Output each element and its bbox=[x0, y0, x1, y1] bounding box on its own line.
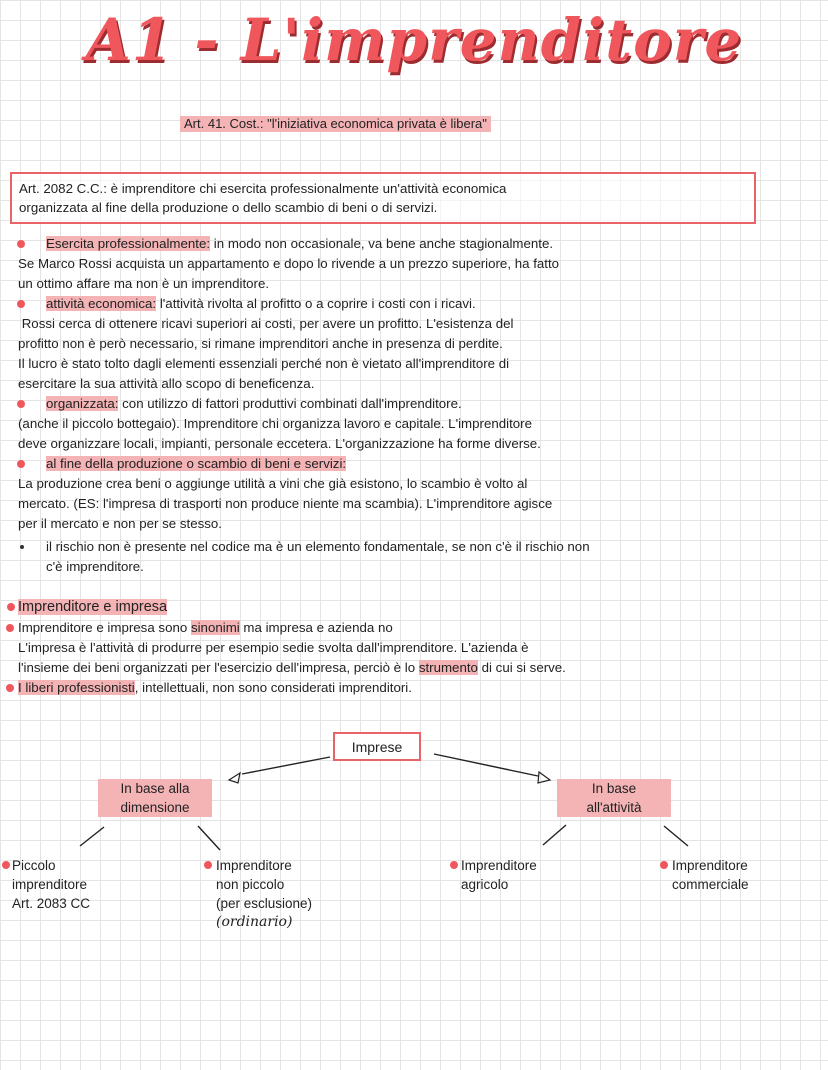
point-2-rest: l'attività rivolta al profitto o a coprire i costi con i ricavi. bbox=[156, 296, 476, 311]
text-fragment: ma impresa e azienda no bbox=[239, 620, 393, 635]
leaf-line: imprenditore bbox=[12, 877, 88, 892]
branch-label-line: dimensione bbox=[120, 800, 190, 815]
point-4-heading: al fine della produzione o scambio di beni e servizi: bbox=[46, 456, 347, 471]
leaf-line: Imprenditore bbox=[461, 858, 537, 873]
subtitle: Art. 41. Cost.: "l'iniziativa economica privata è libera" bbox=[180, 116, 491, 132]
point-4-line-1: La produzione crea beni o aggiunge utilità a vini che già esistono, lo scambio è volto al bbox=[18, 476, 528, 491]
point-3-heading: organizzata: bbox=[46, 396, 119, 411]
connector-left-leaf1 bbox=[80, 827, 104, 846]
point-4-line-2: mercato. (ES: l'impresa di trasporti non produce niente ma scambia). L'imprenditore agisce bbox=[18, 496, 553, 511]
leaf-line: non piccolo bbox=[216, 877, 285, 892]
leaf-line: Imprenditore bbox=[672, 858, 748, 873]
text-fragment: di cui si serve. bbox=[477, 660, 566, 675]
highlight-strumento: strumento bbox=[418, 660, 478, 675]
point-2-line-2: profitto non è però necessario, si rimane imprenditori anche in presenza di perdite. bbox=[18, 336, 503, 351]
diagram-leaf-piccolo bbox=[12, 856, 90, 913]
point-2-line-1: Rossi cerca di ottenere ricavi superiori ai costi, per avere un profitto. L'esistenza del bbox=[18, 316, 514, 331]
leaf-line: (per esclusione) bbox=[216, 896, 313, 911]
highlight-liberi-professionisti: I liberi professionisti bbox=[18, 680, 135, 695]
diagram-leaf-non-piccolo bbox=[216, 856, 312, 932]
leaf-line: commerciale bbox=[672, 877, 749, 892]
section-2-line-2: L'impresa è l'attività di produrre per esempio sedie svolta dall'imprenditore. L'azienda è bbox=[18, 640, 529, 655]
bullet-dot bbox=[204, 861, 212, 869]
point-1-heading: Esercita professionalmente: bbox=[46, 236, 211, 251]
branch-label-line: In base alla bbox=[120, 781, 190, 796]
arrow-head-left bbox=[229, 773, 240, 783]
connector-left-leaf2 bbox=[198, 826, 220, 850]
diagram-branch-dimension bbox=[98, 779, 212, 817]
point-2-heading: attività economica: bbox=[46, 296, 157, 311]
definition-line-1: Art. 2082 C.C.: è imprenditore chi esercita professionalmente un'attività economica bbox=[19, 181, 507, 196]
bullet-dot bbox=[660, 861, 668, 869]
bullet-dot bbox=[450, 861, 458, 869]
point-3-line-1: (anche il piccolo bottegaio). Imprenditore chi organizza lavoro e capitale. L'imprenditore bbox=[18, 416, 533, 431]
point-5-line-2: c'è imprenditore. bbox=[46, 559, 144, 574]
connector-root-right bbox=[434, 754, 538, 776]
leaf-line: Art. 2083 CC bbox=[12, 896, 91, 911]
diagram-leaf-commerciale bbox=[672, 856, 749, 894]
point-2-line-4: esercitare la sua attività allo scopo di beneficenza. bbox=[18, 376, 315, 391]
connector-root-left bbox=[242, 757, 330, 774]
leaf-line: Piccolo bbox=[12, 858, 56, 873]
highlight-sinonimi: sinonimi bbox=[190, 620, 240, 635]
text-fragment: Imprenditore e impresa sono bbox=[18, 620, 191, 635]
connector-right-leaf4 bbox=[664, 826, 688, 846]
text-fragment: l'insieme dei beni organizzati per l'esercizio dell'impresa, perciò è lo bbox=[18, 660, 419, 675]
leaf-handwritten-note: (ordinario) bbox=[216, 914, 293, 930]
bullet-dot bbox=[2, 861, 10, 869]
branch-label-line: In base bbox=[591, 781, 637, 796]
leaf-line: agricolo bbox=[461, 877, 509, 892]
page-title: A1 - L'imprenditore bbox=[85, 6, 743, 74]
point-4-line-3: per il mercato e non per se stesso. bbox=[18, 516, 222, 531]
arrow-head-right bbox=[538, 772, 550, 783]
diagram-root: Imprese bbox=[333, 732, 421, 761]
point-3-line-2: deve organizzare locali, impianti, personale eccetera. L'organizzazione ha forme diverse. bbox=[18, 436, 541, 451]
point-5-line-1: il rischio non è presente nel codice ma è un elemento fondamentale, se non c'è il rischio non bbox=[46, 539, 590, 554]
diagram-leaf-agricolo bbox=[461, 856, 537, 894]
point-2-line-3: Il lucro è stato tolto dagli elementi essenziali perché non è vietato all'imprenditore di bbox=[18, 356, 510, 371]
point-1-line-1: Se Marco Rossi acquista un appartamento e dopo lo rivende a un prezzo superiore, ha fatto bbox=[18, 256, 560, 271]
section-2-heading-text: Imprenditore e impresa bbox=[18, 599, 168, 615]
branch-label-line: all'attività bbox=[586, 800, 642, 815]
text-fragment: , intellettuali, non sono considerati imprenditori. bbox=[134, 680, 412, 695]
definition-line-2: organizzata al fine della produzione o dello scambio di beni o di servizi. bbox=[19, 200, 438, 215]
point-1-rest: in modo non occasionale, va bene anche stagionalmente. bbox=[210, 236, 554, 251]
leaf-line: Imprenditore bbox=[216, 858, 292, 873]
point-1-line-2: un ottimo affare ma non è un imprenditore. bbox=[18, 276, 270, 291]
connector-right-leaf3 bbox=[543, 825, 566, 845]
diagram-branch-activity bbox=[557, 779, 671, 817]
point-3-rest: con utilizzo di fattori produttivi combinati dall'imprenditore. bbox=[118, 396, 462, 411]
